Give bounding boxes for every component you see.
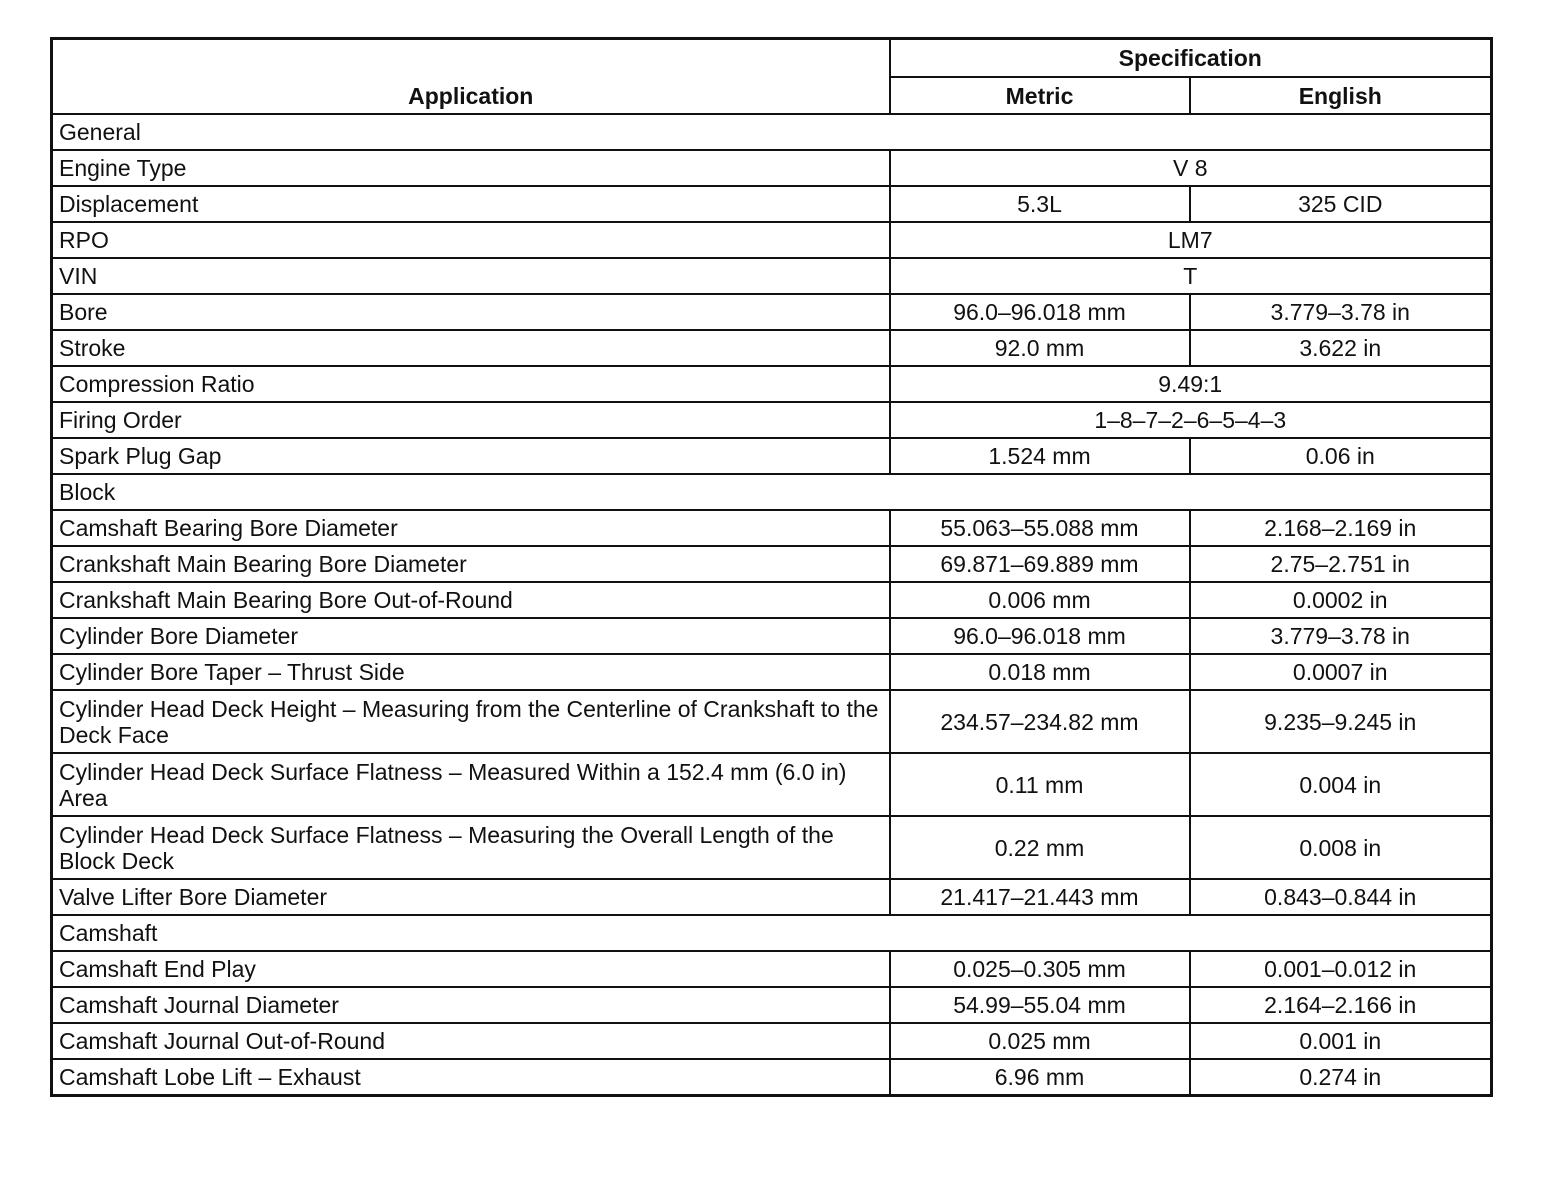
english-cell: 0.008 in xyxy=(1190,816,1492,879)
application-header: Application xyxy=(52,39,890,115)
metric-header: Metric xyxy=(890,77,1190,114)
table-row xyxy=(52,510,1492,546)
metric-cell: 69.871–69.889 mm xyxy=(890,546,1190,582)
metric-cell: 92.0 mm xyxy=(890,330,1190,366)
english-cell: 3.779–3.78 in xyxy=(1190,294,1492,330)
english-cell: 3.779–3.78 in xyxy=(1190,618,1492,654)
application-cell: Engine Type xyxy=(52,150,890,186)
table-row xyxy=(52,690,1492,753)
table-row xyxy=(52,987,1492,1023)
application-cell: Crankshaft Main Bearing Bore Out-of-Round xyxy=(52,582,890,618)
metric-cell: 0.22 mm xyxy=(890,816,1190,879)
application-cell: Valve Lifter Bore Diameter xyxy=(52,879,890,915)
application-cell: Camshaft Journal Out-of-Round xyxy=(52,1023,890,1059)
application-cell: Cylinder Head Deck Height – Measuring from the Centerline of Crankshaft to the Deck Face xyxy=(52,690,890,753)
english-header: English xyxy=(1190,77,1492,114)
english-cell: 2.164–2.166 in xyxy=(1190,987,1492,1023)
table-row xyxy=(52,1059,1492,1096)
application-cell: Spark Plug Gap xyxy=(52,438,890,474)
table-row xyxy=(52,654,1492,690)
application-cell: Camshaft End Play xyxy=(52,951,890,987)
application-cell: RPO xyxy=(52,222,890,258)
table-row xyxy=(52,951,1492,987)
application-cell: Compression Ratio xyxy=(52,366,890,402)
metric-cell: 0.006 mm xyxy=(890,582,1190,618)
application-cell: Firing Order xyxy=(52,402,890,438)
spec-body xyxy=(52,114,1492,1096)
metric-cell: 21.417–21.443 mm xyxy=(890,879,1190,915)
table-row xyxy=(52,879,1492,915)
specification-cell: T xyxy=(890,258,1492,294)
metric-cell: 5.3L xyxy=(890,186,1190,222)
table-row xyxy=(52,258,1492,294)
application-cell: Cylinder Bore Taper – Thrust Side xyxy=(52,654,890,690)
table-row xyxy=(52,186,1492,222)
metric-cell: 1.524 mm xyxy=(890,438,1190,474)
engine-spec-table xyxy=(50,37,1493,1097)
metric-cell: 96.0–96.018 mm xyxy=(890,294,1190,330)
table-row xyxy=(52,402,1492,438)
metric-cell: 0.025 mm xyxy=(890,1023,1190,1059)
english-cell: 3.622 in xyxy=(1190,330,1492,366)
section-label: General xyxy=(52,114,1492,150)
english-cell: 0.001 in xyxy=(1190,1023,1492,1059)
table-row xyxy=(52,582,1492,618)
english-cell: 0.0007 in xyxy=(1190,654,1492,690)
metric-cell: 6.96 mm xyxy=(890,1059,1190,1096)
application-cell: Camshaft Lobe Lift – Exhaust xyxy=(52,1059,890,1096)
table-row xyxy=(52,618,1492,654)
application-cell: Camshaft Journal Diameter xyxy=(52,987,890,1023)
english-cell: 0.06 in xyxy=(1190,438,1492,474)
application-cell: Bore xyxy=(52,294,890,330)
metric-cell: 0.11 mm xyxy=(890,753,1190,816)
section-label: Camshaft xyxy=(52,915,1492,951)
table-row xyxy=(52,438,1492,474)
metric-cell: 0.018 mm xyxy=(890,654,1190,690)
specification-cell: 9.49:1 xyxy=(890,366,1492,402)
application-cell: Crankshaft Main Bearing Bore Diameter xyxy=(52,546,890,582)
specification-cell: LM7 xyxy=(890,222,1492,258)
table-row xyxy=(52,222,1492,258)
table-row xyxy=(52,330,1492,366)
application-cell: Stroke xyxy=(52,330,890,366)
specification-cell: 1–8–7–2–6–5–4–3 xyxy=(890,402,1492,438)
application-cell: Cylinder Head Deck Surface Flatness – Measuring the Overall Length of the Block Deck xyxy=(52,816,890,879)
application-cell: VIN xyxy=(52,258,890,294)
table-row xyxy=(52,150,1492,186)
metric-cell: 55.063–55.088 mm xyxy=(890,510,1190,546)
table-row xyxy=(52,816,1492,879)
application-cell: Camshaft Bearing Bore Diameter xyxy=(52,510,890,546)
table-row xyxy=(52,1023,1492,1059)
section-row xyxy=(52,114,1492,150)
metric-cell: 234.57–234.82 mm xyxy=(890,690,1190,753)
metric-cell: 0.025–0.305 mm xyxy=(890,951,1190,987)
english-cell: 0.004 in xyxy=(1190,753,1492,816)
section-row xyxy=(52,474,1492,510)
application-cell: Cylinder Bore Diameter xyxy=(52,618,890,654)
english-cell: 0.843–0.844 in xyxy=(1190,879,1492,915)
application-cell: Cylinder Head Deck Surface Flatness – Measured Within a 152.4 mm (6.0 in) Area xyxy=(52,753,890,816)
table-row xyxy=(52,753,1492,816)
specification-cell: V 8 xyxy=(890,150,1492,186)
specification-header: Specification xyxy=(890,39,1492,78)
table-row xyxy=(52,546,1492,582)
english-cell: 2.168–2.169 in xyxy=(1190,510,1492,546)
english-cell: 325 CID xyxy=(1190,186,1492,222)
metric-cell: 54.99–55.04 mm xyxy=(890,987,1190,1023)
english-cell: 0.001–0.012 in xyxy=(1190,951,1492,987)
section-label: Block xyxy=(52,474,1492,510)
english-cell: 2.75–2.751 in xyxy=(1190,546,1492,582)
english-cell: 0.274 in xyxy=(1190,1059,1492,1096)
application-cell: Displacement xyxy=(52,186,890,222)
english-cell: 9.235–9.245 in xyxy=(1190,690,1492,753)
english-cell: 0.0002 in xyxy=(1190,582,1492,618)
section-row xyxy=(52,915,1492,951)
table-row xyxy=(52,294,1492,330)
table-row xyxy=(52,366,1492,402)
metric-cell: 96.0–96.018 mm xyxy=(890,618,1190,654)
